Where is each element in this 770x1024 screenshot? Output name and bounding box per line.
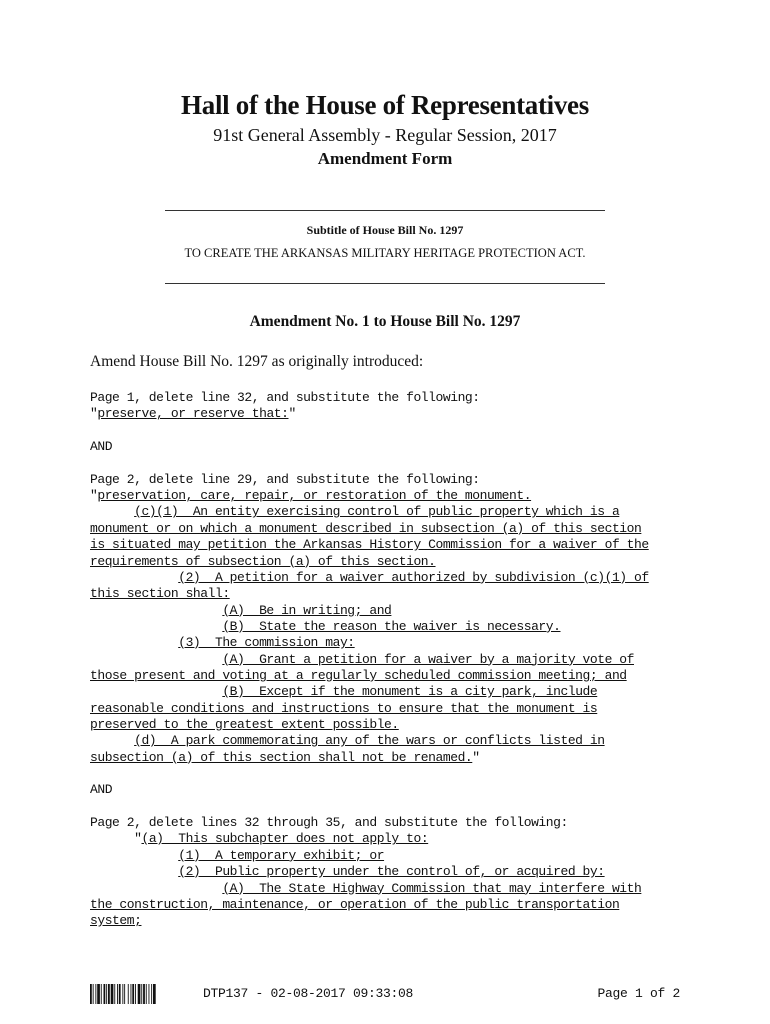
plain-text: AND [90, 782, 113, 798]
body-line [90, 897, 619, 913]
document-title: Hall of the House of Representatives [181, 90, 589, 120]
inserted-text: (a) This subchapter does not apply to: [141, 831, 429, 847]
plain-text [90, 652, 222, 667]
inserted-text: (B) Except if the monument is a city park, include [222, 684, 598, 700]
inserted-text: preservation, care, repair, or restoration of the monument. [97, 488, 532, 504]
inserted-text: (B) State the reason the waiver is necessary. [222, 618, 561, 634]
body-line [90, 521, 641, 537]
inserted-text: reasonable conditions and instructions to ensure that the monument is [90, 700, 598, 716]
body-line [90, 586, 230, 602]
divider-top [165, 210, 605, 211]
inserted-text: (3) The commission may: [178, 635, 355, 651]
plain-text: Page 2, delete lines 32 through 35, and substitute the following: [90, 815, 568, 831]
body-line [90, 390, 480, 406]
plain-text [90, 848, 178, 863]
inserted-text: (A) The State Highway Commission that may interfere with [222, 880, 642, 896]
plain-text: " [90, 488, 98, 504]
body-line [90, 603, 391, 619]
page-number: Page 1 of 2 [597, 986, 680, 1001]
amendment-intro: Amend House Bill No. 1297 as originally introduced: [90, 353, 424, 370]
body-line [90, 439, 112, 455]
inserted-text: the construction, maintenance, or operation of the public transportation [90, 896, 620, 912]
inserted-text: (2) Public property under the control of, or acquired by: [178, 864, 605, 880]
body-line [90, 570, 649, 586]
body-line [90, 701, 597, 717]
plain-text: " [288, 406, 296, 422]
plain-text: " [90, 831, 142, 847]
body-line [90, 635, 355, 651]
body-line [90, 684, 597, 700]
inserted-text: (A) Grant a petition for a waiver by a majority vote of [222, 651, 634, 667]
body-line [90, 537, 649, 553]
body-line [90, 652, 634, 668]
plain-text [90, 864, 178, 879]
inserted-text: (A) Be in writing; and [222, 602, 392, 618]
body-line [90, 488, 531, 504]
plain-text [90, 881, 222, 896]
plain-text [90, 504, 134, 519]
body-line [90, 864, 605, 880]
plain-text: " [90, 406, 98, 422]
inserted-text: (1) A temporary exhibit; or [178, 847, 385, 863]
inserted-text: preserved to the greatest extent possible. [90, 717, 399, 732]
body-line [90, 782, 112, 798]
inserted-text: those present and voting at a regularly scheduled commission meeting; and [90, 667, 627, 683]
plain-text: Page 1, delete line 32, and substitute the following: [90, 390, 480, 405]
inserted-text: (2) A petition for a waiver authorized by subdivision (c)(1) of [178, 569, 649, 585]
inserted-text: system; [90, 913, 142, 929]
plain-text [90, 733, 134, 748]
body-line [90, 717, 399, 733]
body-line [90, 619, 561, 635]
inserted-text: (d) A park commemorating any of the wars or conflicts listed in [134, 733, 605, 749]
body-line [90, 733, 605, 749]
subtitle-label: Subtitle of House Bill No. 1297 [306, 223, 464, 237]
body-line [90, 881, 641, 897]
body-line [90, 750, 480, 766]
body-line [90, 913, 141, 929]
inserted-text: monument or on which a monument described in subsection (a) of this section [90, 520, 642, 536]
body-line [90, 815, 568, 831]
plain-text [90, 570, 178, 585]
body-line [90, 504, 619, 520]
barcode-icon [90, 984, 180, 1004]
document-id: DTP137 - 02-08-2017 09:33:08 [203, 986, 414, 1001]
inserted-text: subsection (a) of this section shall not be renamed. [90, 749, 473, 765]
body-line [90, 406, 296, 422]
amendment-heading: Amendment No. 1 to House Bill No. 1297 [249, 313, 521, 330]
plain-text [90, 684, 222, 699]
plain-text: AND [90, 439, 113, 455]
body-line [90, 554, 436, 570]
subtitle-text: TO CREATE THE ARKANSAS MILITARY HERITAGE PROTECTION ACT. [184, 246, 586, 260]
session-line: 91st General Assembly - Regular Session, 2017 [213, 125, 557, 145]
body-line [90, 472, 480, 488]
inserted-text: preserve, or reserve that: [97, 406, 289, 422]
divider-bottom [165, 283, 605, 284]
plain-text [90, 635, 178, 650]
body-line [90, 831, 428, 847]
plain-text: Page 2, delete line 29, and substitute the following: [90, 471, 480, 487]
page-footer [90, 984, 680, 1006]
inserted-text: requirements of subsection (a) of this section. [90, 553, 436, 569]
form-name: Amendment Form [317, 149, 453, 168]
plain-text: " [472, 749, 480, 765]
inserted-text: is situated may petition the Arkansas History Commission for a waiver of the [90, 537, 649, 553]
inserted-text: (c)(1) An entity exercising control of public property which is a [134, 504, 620, 520]
plain-text [90, 619, 222, 634]
inserted-text: this section shall: [90, 586, 230, 602]
body-line [90, 848, 384, 864]
plain-text [90, 603, 222, 618]
body-line [90, 668, 627, 684]
